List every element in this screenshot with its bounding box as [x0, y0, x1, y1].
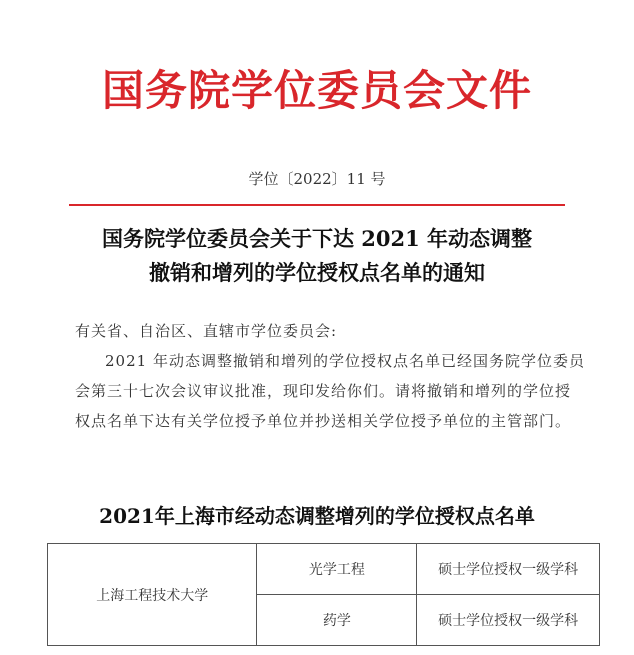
level-cell: 硕士学位授权一级学科: [417, 544, 600, 595]
list-title: 2021年上海市经动态调整增列的学位授权点名单: [99, 504, 535, 528]
major-cell: 药学: [257, 595, 417, 646]
document-number: 学位〔2022〕11 号: [248, 170, 386, 188]
notice-title: [0, 222, 634, 290]
notice-body: [75, 316, 585, 436]
authorization-table: [47, 543, 600, 646]
table-row: [48, 544, 600, 595]
major-cell: 光学工程: [257, 544, 417, 595]
salutation: 有关省、自治区、直辖市学位委员会:: [75, 322, 338, 340]
document-issuer-header: 国务院学位委员会文件: [101, 66, 532, 115]
header-divider: [69, 204, 565, 206]
unit-cell: 上海工程技术大学: [48, 544, 257, 646]
level-cell: 硕士学位授权一级学科: [417, 595, 600, 646]
notice-title-line-1: 国务院学位委员会关于下达 2021 年动态调整: [101, 226, 533, 251]
notice-title-line-2: 撤销和增列的学位授权点名单的通知: [149, 260, 485, 285]
body-paragraph: 2021 年动态调整撤销和增列的学位授权点名单已经国务院学位委员会第三十七次会议审议批准，现印发给你们。请将撤销和增列的学位授权点名单下达有关学位授予单位并抄送相关学位授予单位的主管部门。: [75, 352, 585, 430]
